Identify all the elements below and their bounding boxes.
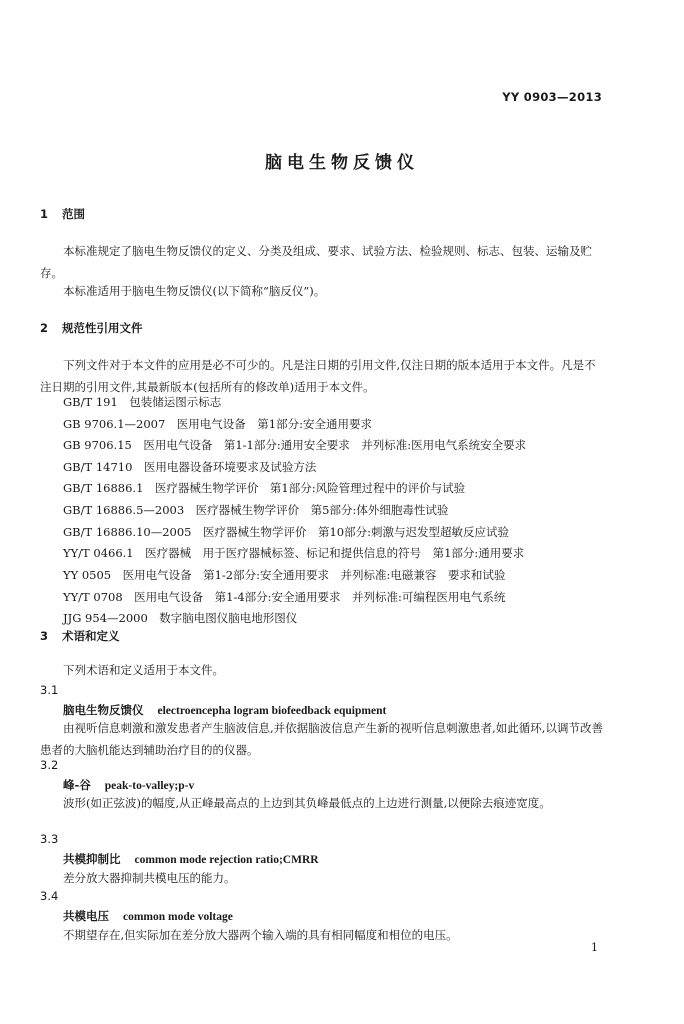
section-1-heading [40, 206, 85, 222]
term-number: 3.3 [40, 832, 59, 846]
term-zh: 脑电生物反馈仪 [63, 703, 144, 717]
paragraph: 下列术语和定义适用于本文件。 [63, 663, 224, 677]
section-2-heading [40, 320, 143, 336]
term-en: common mode rejection ratio;CMRR [134, 854, 319, 866]
term-en: common mode voltage [123, 911, 233, 923]
term-definition: 不期望存在,但实际加在差分放大器两个输入端的具有相同幅度和相位的电压。 [63, 928, 458, 942]
term-number: 3.4 [40, 889, 59, 903]
reference-item: GB 9706.15 医用电气设备 第1-1部分:通用安全要求 并列标准:医用电气系统安全要求 [63, 438, 527, 452]
paragraph: 本标准规定了脑电生物反馈仪的定义、分类及组成、要求、试验方法、检验规则、标志、包装、运输及贮存。 [40, 244, 592, 280]
section-title: 范围 [62, 207, 85, 221]
reference-item: GB/T 191 包装储运图示标志 [63, 395, 222, 409]
term-heading [63, 702, 386, 718]
term-heading [63, 851, 319, 867]
paragraph: 下列文件对于本文件的应用是必不可少的。凡是注日期的引用文件,仅注日期的版本适用于本文件。凡是不注日期的引用文件,其最新版本(包括所有的修改单)适用于本文件。 [40, 358, 596, 394]
term-heading [63, 777, 194, 793]
reference-item: GB/T 16886.1 医疗器械生物学评价 第1部分:风险管理过程中的评价与试验 [63, 481, 466, 495]
term-heading [63, 908, 233, 924]
term-definition: 由视听信息刺激和激发患者产生脑波信息,并依据脑波信息产生新的视听信息刺激患者,如此循环,以调节改善患者的大脑机能达到辅助治疗目的的仪器。 [40, 721, 603, 757]
term-en: electroencepha logram biofeedback equipment [157, 705, 387, 717]
reference-item: YY 0505 医用电气设备 第1-2部分:安全通用要求 并列标准:电磁兼容 要求和试验 [63, 568, 506, 582]
reference-item: GB 9706.1—2007 医用电气设备 第1部分:安全通用要求 [63, 417, 372, 431]
term-zh: 峰-谷 [63, 778, 91, 792]
section-3-heading [40, 628, 120, 644]
term-definition: 差分放大器抑制共模电压的能力。 [63, 871, 236, 885]
term-number: 3.1 [40, 683, 59, 697]
reference-item: YY/T 0708 医用电气设备 第1-4部分:安全通用要求 并列标准:可编程医用电气系统 [63, 590, 506, 604]
reference-item: GB/T 16886.5—2003 医疗器械生物学评价 第5部分:体外细胞毒性试验 [63, 503, 449, 517]
section-number: 3 [40, 629, 49, 643]
section-number: 2 [40, 321, 49, 335]
reference-item: GB/T 16886.10—2005 医疗器械生物学评价 第10部分:刺激与迟发型超敏反应试验 [63, 525, 509, 539]
section-number: 1 [40, 207, 49, 221]
term-definition: 波形(如正弦波)的幅度,从正峰最高点的上边到其负峰最低点的上边进行测量,以便除去痕迹宽度。 [63, 796, 551, 810]
section-title: 术语和定义 [62, 629, 120, 643]
page-number: 1 [591, 941, 598, 954]
term-number: 3.2 [40, 758, 59, 772]
term-zh: 共模电压 [63, 909, 109, 923]
reference-item: JJG 954—2000 数字脑电图仪脑电地形图仪 [63, 611, 298, 625]
paragraph: 本标准适用于脑电生物反馈仪(以下简称“脑反仪”)。 [63, 284, 326, 298]
reference-item: YY/T 0466.1 医疗器械 用于医疗器械标签、标记和提供信息的符号 第1部分:通用要求 [63, 546, 525, 560]
standard-number: YY 0903—2013 [502, 90, 602, 104]
reference-item: GB/T 14710 医用电器设备环境要求及试验方法 [63, 460, 317, 474]
section-title: 规范性引用文件 [62, 321, 143, 335]
term-zh: 共模抑制比 [63, 852, 121, 866]
document-title: 脑电生物反馈仪 [265, 153, 419, 173]
term-en: peak-to-valley;p-v [104, 780, 195, 792]
